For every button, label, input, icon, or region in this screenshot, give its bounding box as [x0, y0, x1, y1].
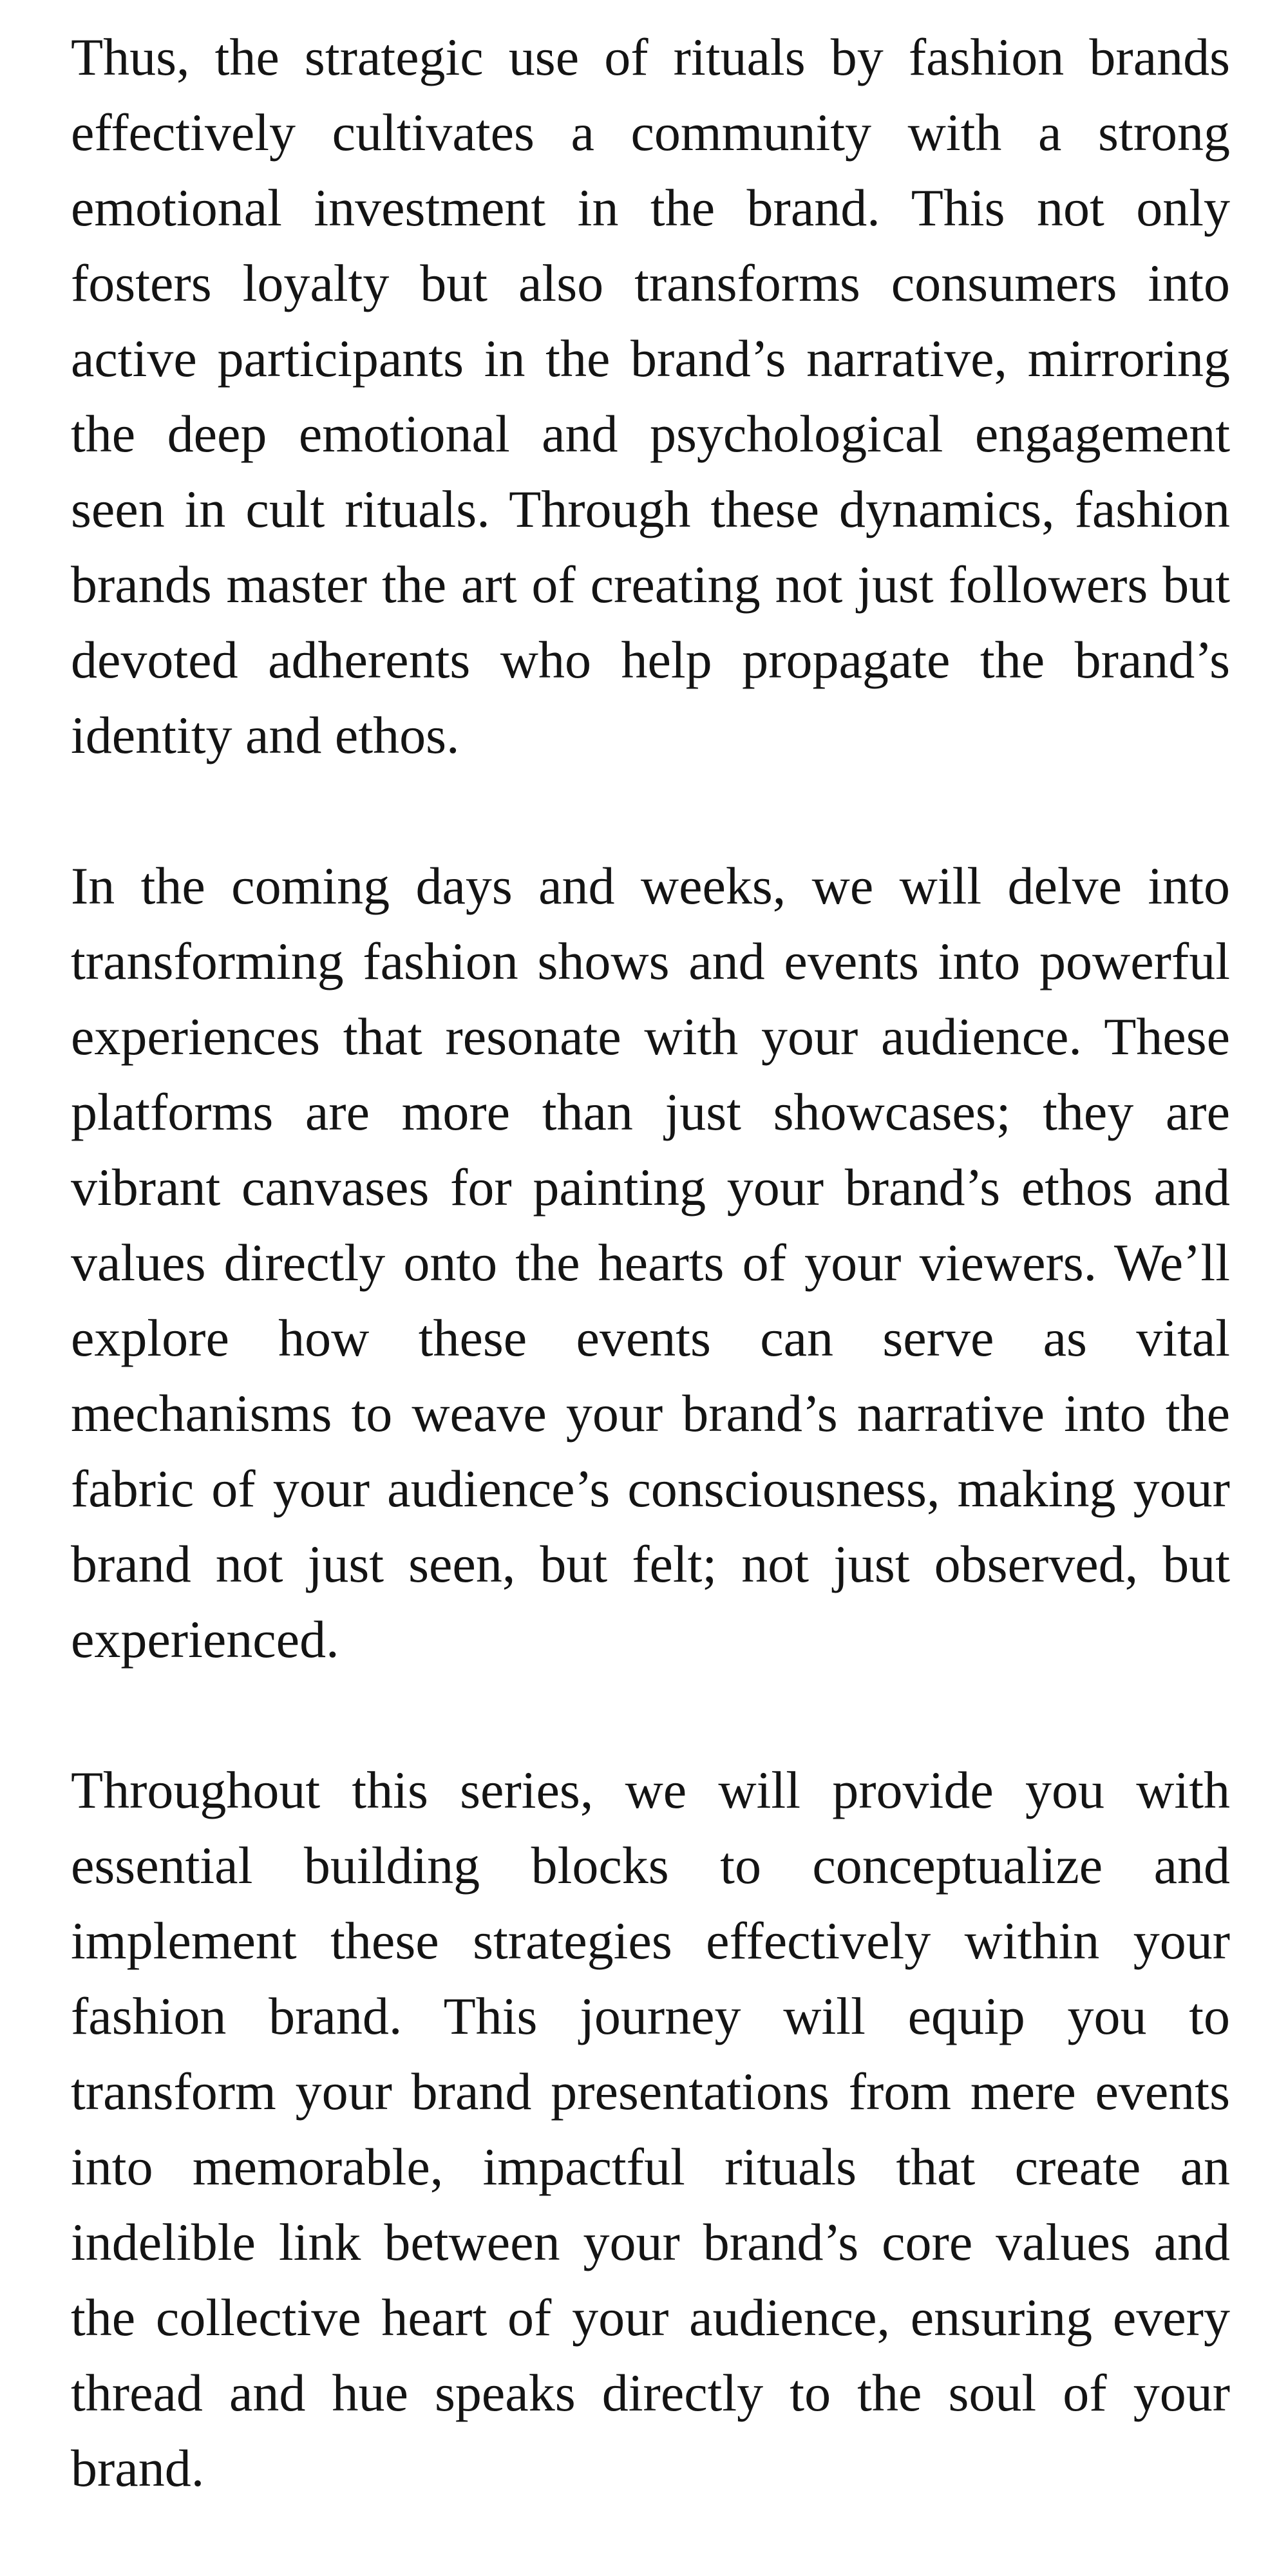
article-body [71, 19, 1230, 2506]
paragraph-fashion-shows-events: In the coming days and weeks, we will delve into transforming fashion shows and events into powerful experiences that resonate with your audience. These platforms are more than just showcases; they are vibrant canvases for painting your brand’s ethos and values directly onto the hearts of your viewers. We’ll explore how these events can serve as vital mechanisms to weave your brand’s narrative into the fabric of your audience’s consciousness, making your brand not just seen, but felt; not just observed, but experienced. [71, 857, 1230, 1669]
paragraph-rituals-community: Thus, the strategic use of rituals by fashion brands effectively cultivates a community with a strong emotional investment in the brand. This not only fosters loyalty but also transforms consumers into active participants in the brand’s narrative, mirroring the deep emotional and psychological engagement seen in cult rituals. Through these dynamics, fashion brands master the art of creating not just followers but devoted adherents who help propagate the brand’s identity and ethos. [71, 28, 1230, 764]
paragraph-series-building-blocks: Throughout this series, we will provide you with essential building blocks to conceptualize and implement these strategies effectively within your fashion brand. This journey will equip you to transform your brand presentations from mere events into memorable, impactful rituals that create an indelible link between your brand’s core values and the collective heart of your audience, ensuring every thread and hue speaks directly to the soul of your brand. [71, 1761, 1230, 2497]
